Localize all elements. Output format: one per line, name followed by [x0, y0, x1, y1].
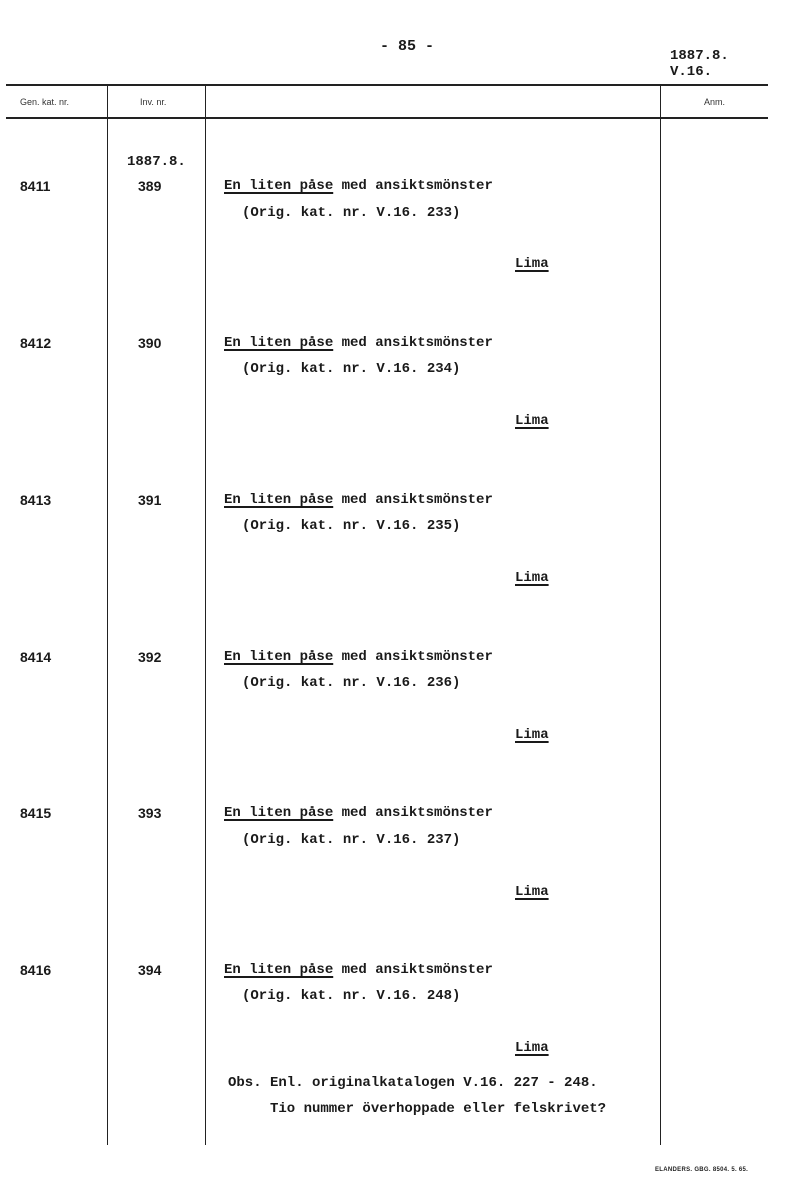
entry-orig-ref: (Orig. kat. nr. V.16. 233)	[242, 205, 461, 221]
gen-kat-nr: 8414	[20, 649, 52, 665]
entry-place: Lima	[515, 256, 549, 272]
column-header-anm: Anm.	[704, 97, 726, 107]
column-rule-1	[107, 85, 108, 1145]
entry-title-line	[224, 805, 493, 821]
entry-place: Lima	[515, 1040, 549, 1056]
entry-title: En liten påse	[224, 492, 334, 508]
inv-nr: 390	[138, 335, 162, 351]
printer-imprint: ELANDERS. GBG. 8504. 5. 65.	[655, 1167, 749, 1173]
inv-nr: 389	[138, 178, 162, 194]
entry-title: En liten påse	[224, 335, 334, 351]
entry-title: En liten påse	[224, 805, 334, 821]
gen-kat-nr: 8416	[20, 962, 52, 978]
entry-place: Lima	[515, 570, 549, 586]
entry-orig-ref: (Orig. kat. nr. V.16. 235)	[242, 518, 461, 534]
inv-nr: 391	[138, 492, 162, 508]
entry-description: med ansiktsmönster	[341, 649, 493, 665]
entry-title-line	[224, 492, 493, 508]
column-header-gen-kat-nr: Gen. kat. nr.	[20, 97, 70, 107]
group-heading: 1887.8.	[127, 154, 186, 170]
entry-title: En liten påse	[224, 962, 334, 978]
gen-kat-nr: 8413	[20, 492, 52, 508]
entry-description: med ansiktsmönster	[341, 335, 493, 351]
inv-nr: 393	[138, 805, 162, 821]
entry-orig-ref: (Orig. kat. nr. V.16. 234)	[242, 361, 461, 377]
header-bottom-rule	[6, 117, 768, 119]
page-ref-year: 1887.8.	[670, 48, 729, 64]
entry-place: Lima	[515, 727, 549, 743]
entry-title-line	[224, 962, 493, 978]
entry-place: Lima	[515, 884, 549, 900]
entry-title: En liten påse	[224, 649, 334, 665]
gen-kat-nr: 8412	[20, 335, 52, 351]
entry-title: En liten påse	[224, 178, 334, 194]
entry-place: Lima	[515, 413, 549, 429]
entry-description: med ansiktsmönster	[341, 962, 493, 978]
entry-orig-ref: (Orig. kat. nr. V.16. 237)	[242, 832, 461, 848]
note-line-2: Tio nummer överhoppade eller felskrivet?	[270, 1101, 607, 1117]
column-rule-3	[660, 85, 661, 1145]
entry-orig-ref: (Orig. kat. nr. V.16. 236)	[242, 675, 461, 691]
entry-description: med ansiktsmönster	[341, 805, 493, 821]
entry-title-line	[224, 178, 493, 194]
header-top-rule	[6, 84, 768, 86]
column-rule-2	[205, 85, 206, 1145]
page-ref-volume: V.16.	[670, 64, 713, 80]
entry-title-line	[224, 335, 493, 351]
entry-title-line	[224, 649, 493, 665]
entry-orig-ref: (Orig. kat. nr. V.16. 248)	[242, 988, 461, 1004]
inv-nr: 394	[138, 962, 162, 978]
page-number: - 85 -	[380, 38, 435, 55]
entry-description: med ansiktsmönster	[341, 178, 493, 194]
gen-kat-nr: 8415	[20, 805, 52, 821]
column-header-inv-nr: Inv. nr.	[140, 97, 167, 107]
note-line-1: Obs. Enl. originalkatalogen V.16. 227 - 248.	[228, 1075, 598, 1091]
gen-kat-nr: 8411	[20, 178, 51, 194]
entry-description: med ansiktsmönster	[341, 492, 493, 508]
inv-nr: 392	[138, 649, 162, 665]
